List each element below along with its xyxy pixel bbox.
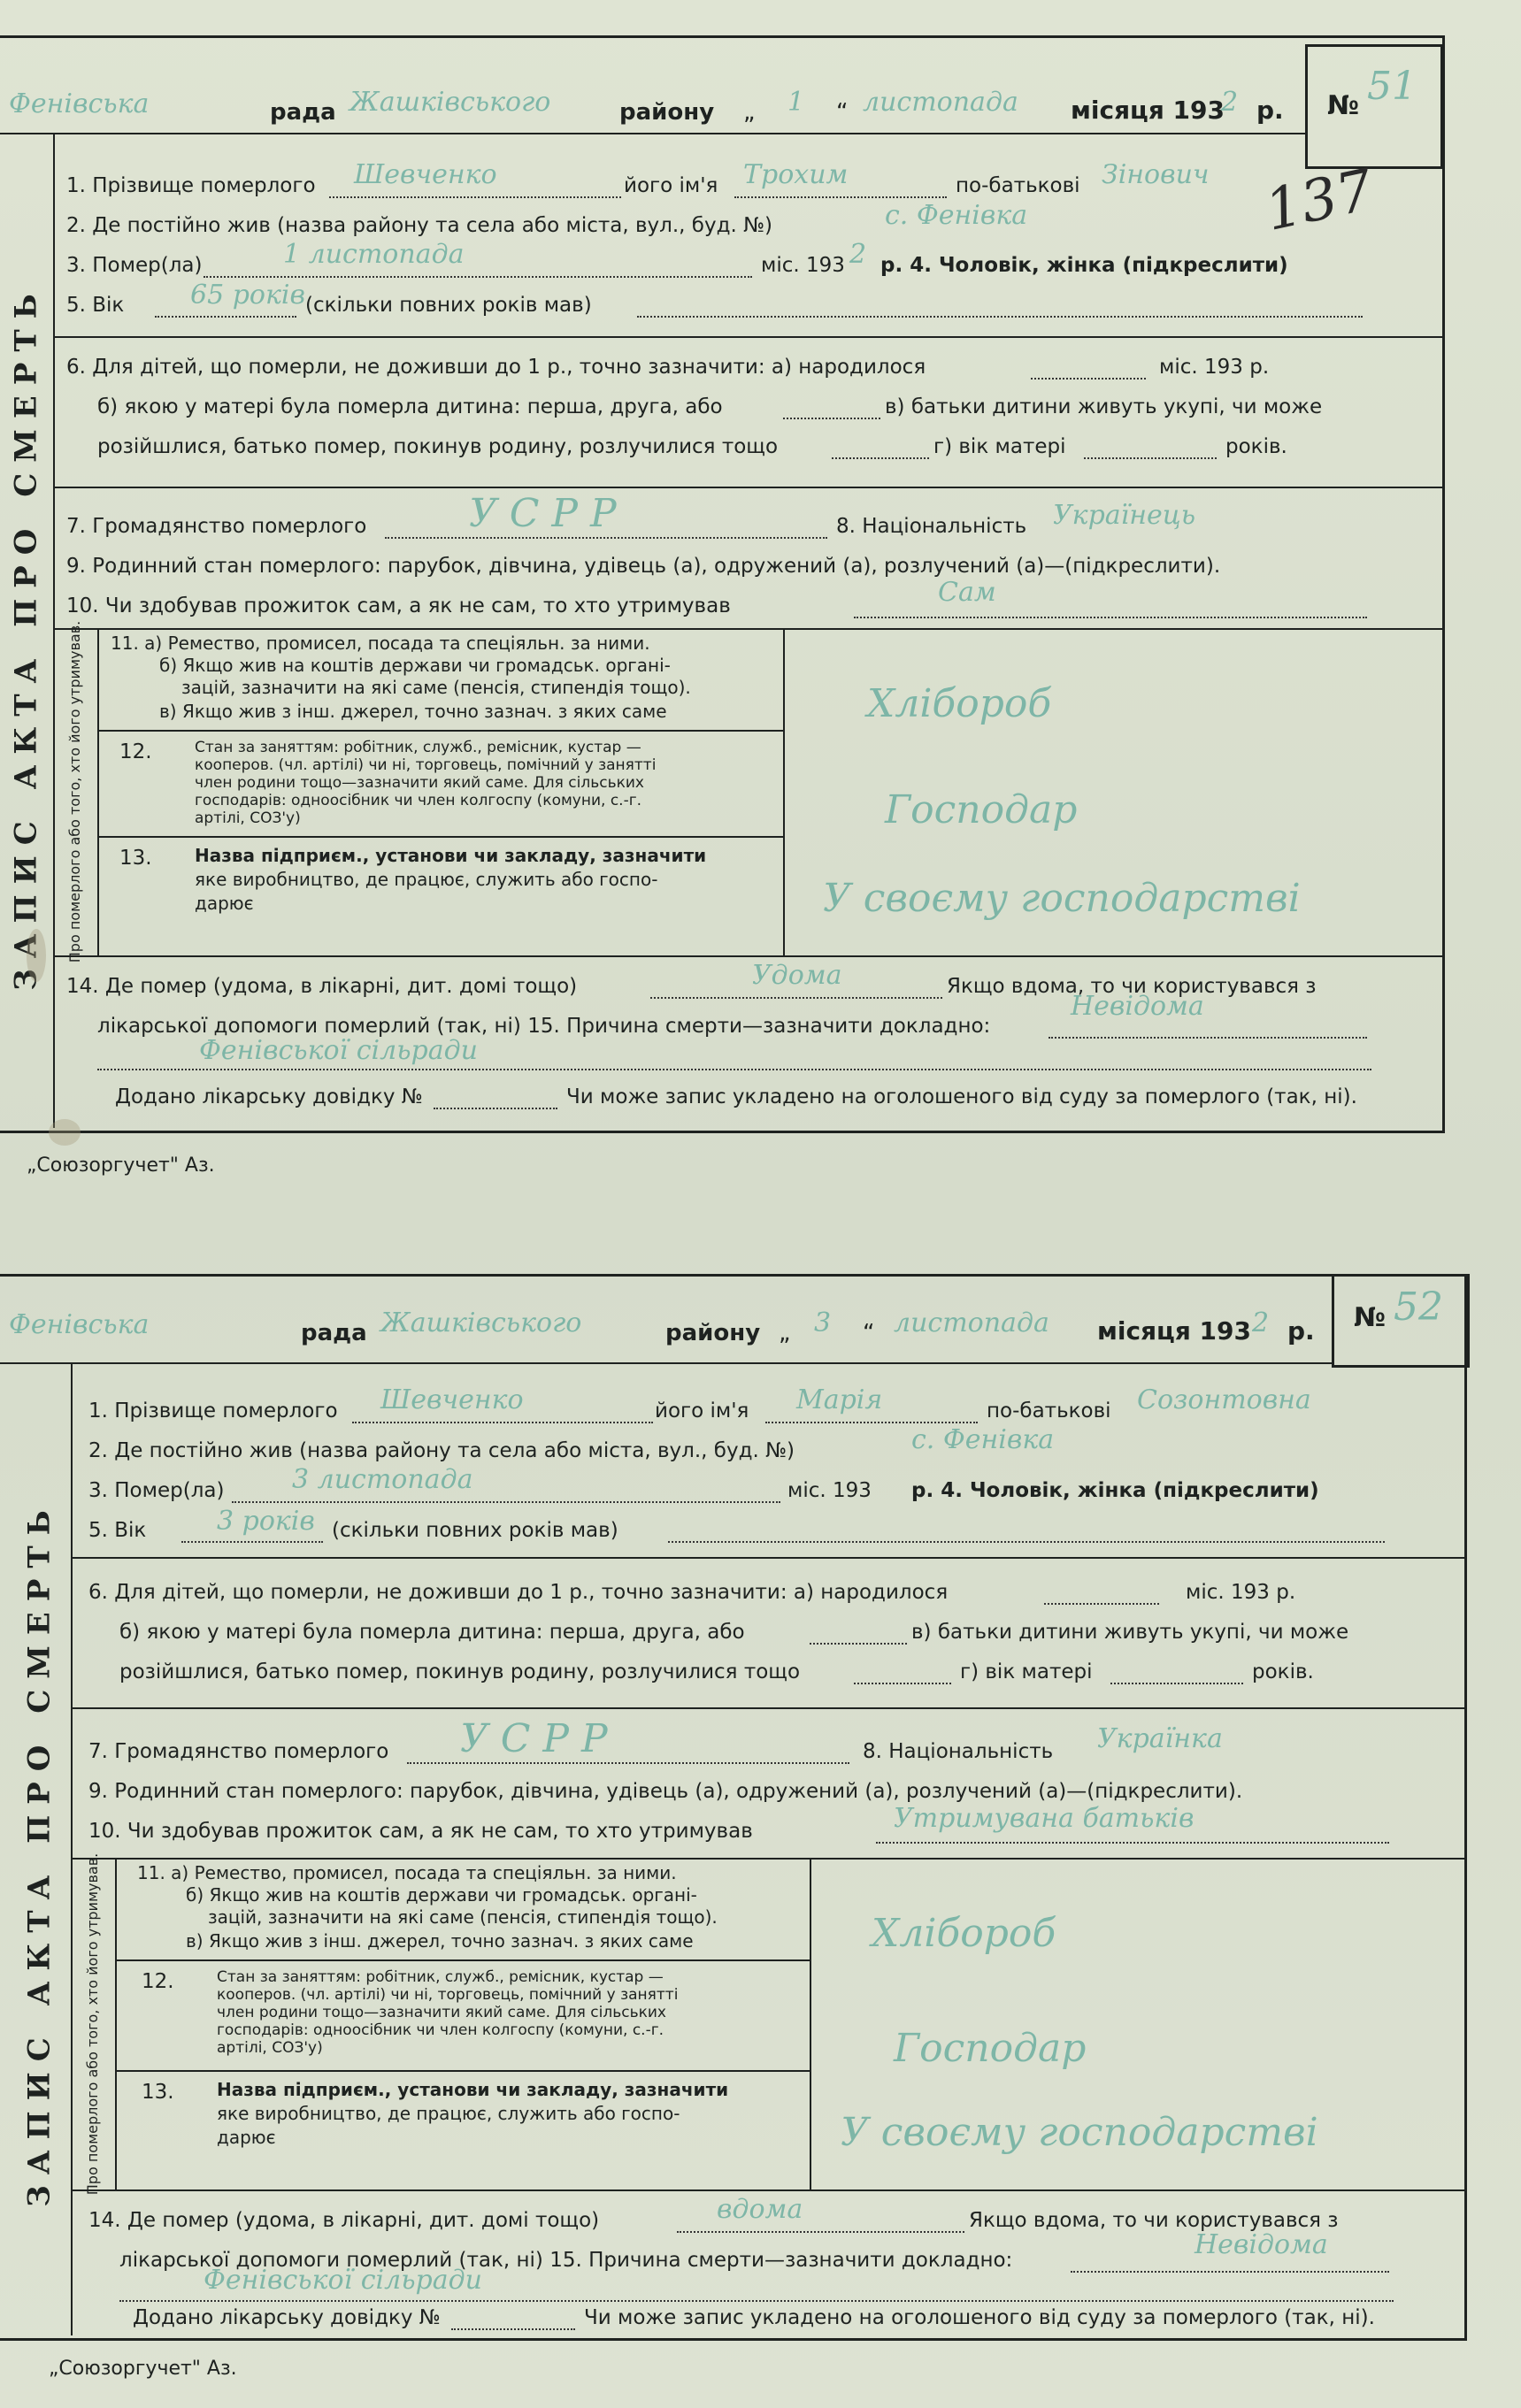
field-sex-label: р. 4. Чоловік, жінка (підкреслити) <box>880 254 1288 277</box>
field-mother-age-unit: років. <box>1225 435 1287 458</box>
side-divider <box>53 133 55 1128</box>
field-parents-label: в) батьки дитини живуть укупі, чи може <box>911 1621 1349 1644</box>
field-residence-label: 2. Де постійно жив (назва району та села або міста, вул., буд. №) <box>66 214 772 237</box>
day-value: 1 <box>787 87 805 118</box>
field-workplace-l3: дарює <box>217 2127 276 2148</box>
field-died-value: 1 листопада <box>283 239 465 270</box>
paper-stain <box>27 929 46 982</box>
occupation-group-label: Про померлого або того, хто його утримував. <box>66 620 83 963</box>
field-age-note: (скільки повних років мав) <box>305 294 592 317</box>
field-cause-value: Невідома <box>1195 2229 1328 2260</box>
field-occupation-status-num: 12. <box>142 1970 174 1993</box>
field-workplace-l3: дарює <box>195 893 254 914</box>
field-citizenship-value: У С Р Р <box>469 491 617 536</box>
district-label: району <box>665 1320 761 1346</box>
field-occupation-status-l1: Стан за заняттям: робітник, служб., ремісник, кустар — <box>195 739 641 756</box>
year-value: 2 <box>1252 1308 1270 1338</box>
field-workplace-l2: яке виробництво, де працює, служить або госпо- <box>195 869 658 890</box>
field-court-record-label: Чи може запис укладено на оголошеного від суду за померлого (так, ні). <box>584 2306 1375 2329</box>
field-nationality-value: Українець <box>1053 500 1196 531</box>
field-nationality-value: Українка <box>1097 1723 1223 1754</box>
field-death-place-label: 14. Де помер (удома, в лікарні, дит. домі тощо) <box>66 975 578 998</box>
field-occupation-status-l5: артілі, СОЗ'у) <box>195 809 301 827</box>
field-died-month-label: міс. 193 <box>761 254 845 277</box>
pen-marks: 137 <box>1259 157 1379 244</box>
field-patronymic-label: по-батькові <box>987 1400 1111 1423</box>
field-died-label: 3. Помер(ла) <box>66 254 203 277</box>
field-occupation-status-l3: член родини тощо—зазначити який саме. Для сільських <box>217 2004 666 2021</box>
field-birth-order-label: б) якою у матері була померла дитина: перша, друга, або <box>97 395 723 418</box>
district-value: Жашківського <box>380 1308 582 1338</box>
paper-stain <box>49 1119 81 1146</box>
field-occupation-status-l3: член родини тощо—зазначити який саме. Для сільських <box>195 774 644 792</box>
field-state-support-2: зацій, зазначити на які саме (пенсія, стипендія тощо). <box>181 677 691 698</box>
field-occupation-status-value: Господар <box>885 787 1078 832</box>
month-label: місяця 193 <box>1097 1316 1251 1346</box>
field-trade-label: 11. а) Ремество, промисел, посада та спеціяльн. за ними. <box>137 1862 677 1883</box>
field-name-value: Марія <box>796 1384 883 1415</box>
field-medical-help-label: Якщо вдома, то чи користувався з <box>969 2209 1339 2232</box>
printer-mark: „Союзоргучет" Аз. <box>27 1154 215 1177</box>
field-citizenship-value: У С Р Р <box>460 1716 608 1761</box>
field-sex-label: р. 4. Чоловік, жінка (підкреслити) <box>911 1479 1319 1502</box>
field-trade-label: 11. а) Ремество, промисел, посада та спеціяльн. за ними. <box>111 633 650 654</box>
day-value: 3 <box>814 1308 832 1338</box>
occupation-group-label: Про померлого або того, хто його утримував. <box>84 1852 101 2195</box>
field-workplace-num: 13. <box>119 847 152 870</box>
field-patronymic-value: Зінович <box>1102 159 1210 190</box>
field-patronymic-value: Созонтовна <box>1137 1384 1311 1415</box>
month-label: місяця 193 <box>1071 96 1225 125</box>
field-nationality-label: 8. Національність <box>836 515 1027 538</box>
district-value: Жашківського <box>350 87 551 118</box>
field-medical-help-label: Якщо вдома, то чи користувався з <box>947 975 1317 998</box>
field-name-label: його ім'я <box>624 174 718 197</box>
field-state-support-1: б) Якщо жив на коштів держави чи громадськ. органі- <box>159 655 671 676</box>
field-death-place-value: Удома <box>752 960 842 991</box>
field-other-sources: в) Якщо жив з інш. джерел, точно зазнач. з яких саме <box>186 1930 694 1952</box>
field-occupation-status-l4: господарів: одноосібник чи член колгоспу (комуни, с.-г. <box>195 792 642 809</box>
field-court-record-label: Чи може запис укладено на оголошеного від суду за померлого (так, ні). <box>566 1085 1357 1108</box>
field-surname-value: Шевченко <box>354 159 497 190</box>
field-death-place-label: 14. Де помер (удома, в лікарні, дит. домі тощо) <box>88 2209 600 2232</box>
field-infant-month: міс. 193 р. <box>1186 1581 1296 1604</box>
field-state-support-2: зацій, зазначити на які саме (пенсія, стипендія тощо). <box>208 1906 718 1928</box>
field-died-year-value: 2 <box>849 239 867 270</box>
district-label: району <box>619 99 715 126</box>
field-infant-label: 6. Для дітей, що померли, не доживши до 1 р., точно зазначити: а) народилося <box>66 356 926 379</box>
field-residence-label: 2. Де постійно жив (назва району та села або міста, вул., буд. №) <box>88 1439 795 1462</box>
side-title: ЗАПИС АКТА ПРО СМЕРТЬ <box>9 283 45 991</box>
field-mother-age-label: г) вік матері <box>933 435 1066 458</box>
field-workplace-l1: Назва підприєм., установи чи закладу, зазначити <box>195 845 707 866</box>
field-occupation-status-l2: кооперов. (чл. артілі) чи ні, торговець, помічний у занятті <box>195 756 657 774</box>
field-support-label: 10. Чи здобував прожиток сам, а як не сам, то хто утримував <box>66 594 731 617</box>
field-trade-value: Хлібороб <box>872 1911 1056 1956</box>
field-name-value: Трохим <box>743 159 849 190</box>
field-parents-label: в) батьки дитини живуть укупі, чи може <box>885 395 1323 418</box>
field-surname-value: Шевченко <box>380 1384 524 1415</box>
field-surname-label: 1. Прізвище померлого <box>88 1400 338 1423</box>
field-died-value: 3 листопада <box>292 1464 473 1495</box>
field-support-value: Сам <box>938 577 996 608</box>
field-cause-extra: Фенівської сільради <box>204 2265 482 2296</box>
field-occupation-status-num: 12. <box>119 740 152 763</box>
record-number-value: 51 <box>1367 64 1417 109</box>
field-age-label: 5. Вік <box>88 1519 147 1542</box>
field-mother-age-label: г) вік матері <box>960 1660 1093 1683</box>
death-record-form-2: № 52 Фенівська рада Жашківського району „ 3 “ листопада місяця 193 2 р. ЗАПИС АКТА ПРО СМЕРТЬ 1. Прізвище померлого Шевченко його ім'я Марія по-батькові Созонтовна 2. Де постійно жив (назва району та села або міста, вул., буд. №) с. Фенівка 3. Помер(ла) 3 листопада міс. 193 р. 4. Чоловік, жінка (підкреслити) 5. Вік 3 років (скільки повних років мав) 6. Для дітей, що померли, не доживши до 1 р., точно зазначити: а) народилося міс. 193 р. б) якою у матері була померла дитина: перша, друга, або в) батьки дитини живуть укупі, чи може розійшлися, батько помер, покинув родину, розлучилися тощо г) вік матері років. 7. Громадянство померлого У С Р Р 8. Національність Українка 9. Родинний стан померлого: парубок, дівчина, удівець (а), одружений (а), розлучений (а)—(підкреслити). 10. Чи здобував прожиток сам, а як не сам, то хто утримував Утримувана батьків Про померлого або того, хто його утримував. 11. а) Ремество, промисел, посада та спеціяльн. за ними. б) Якщо жив на коштів держави чи громадськ. органі- зацій, зазначити на які саме (пенсія, стипендія тощо). в) Якщо жив з інш. джерел, точно зазнач. з яких саме Хлібороб 12. Стан за заняттям: робітник, служб., ремісник, кустар — кооперов. (чл. артілі) чи ні, торговець, помічний у занятті член родини тощо—зазначити який саме. Для сільських господарів: одноосібник чи член колгоспу (комуни, с.-г. артілі, СОЗ'у) Господар 13. Назва підприєм., установи чи закладу, зазначити яке виробництво, де працює, служить або госпо- дарює У своєму господарстві 14. Де помер (удома, в лікарні, дит. домі тощо) вдома Якщо вдома, то чи користувався з лікарської допомоги померлий (так, ні) 15. Причина смерти—зазначити докладно: Невідома Фенівської сільради Додано лікарську довідку № Чи може запис укладено на оголошеного від суду за померлого (так, ні). „Союзоргучет" Аз. <box>0 1274 1521 2380</box>
council-value: Фенівська <box>9 88 150 119</box>
field-support-label: 10. Чи здобував прожиток сам, а як не сам, то хто утримував <box>88 1820 753 1843</box>
field-name-label: його ім'я <box>655 1400 749 1423</box>
field-trade-value: Хлібороб <box>867 681 1052 726</box>
field-residence-value: с. Фенівка <box>911 1424 1055 1455</box>
field-cause-label: лікарської допомоги померлий (так, ні) 15. Причина смерти—зазначити докладно: <box>119 2249 1013 2272</box>
field-surname-label: 1. Прізвище померлого <box>66 174 316 197</box>
field-other-sources: в) Якщо жив з інш. джерел, точно зазнач. з яких саме <box>159 701 667 722</box>
field-support-value: Утримувана батьків <box>894 1803 1195 1834</box>
field-parents-status: розійшлися, батько помер, покинув родину, розлучилися тощо <box>119 1660 801 1683</box>
field-age-value: 3 років <box>217 1506 315 1537</box>
field-workplace-value: У своєму господарстві <box>823 876 1301 921</box>
field-age-value: 65 років <box>190 280 305 311</box>
field-residence-value: с. Фенівка <box>885 200 1028 231</box>
record-number-value: 52 <box>1394 1285 1443 1330</box>
field-occupation-status-l4: господарів: одноосібник чи член колгоспу (комуни, с.-г. <box>217 2021 664 2039</box>
field-medical-cert-label: Додано лікарську довідку № <box>115 1085 423 1108</box>
field-citizenship-label: 7. Громадянство померлого <box>88 1740 389 1763</box>
council-label: рада <box>270 99 336 126</box>
field-occupation-status-value: Господар <box>894 2026 1087 2071</box>
field-parents-status: розійшлися, батько помер, покинув родину, розлучилися тощо <box>97 435 779 458</box>
death-record-form-1: № 51 137 Фенівська рада Жашківського району „ 1 “ листопада місяця 193 2 р. ЗАПИС АКТА ПРО СМЕРТЬ 1. Прізвище померлого Шевченко його ім'я Трохим по-батькові Зінович 2. Де постійно жив (назва району та села або міста, вул., буд. №) с. Фенівка 3. Помер(ла) 1 листопада міс. 193 2 р. 4. Чоловік, жінка (підкреслити) 5. Вік 65 років (скільки повних років мав) 6. Для дітей, що померли, не доживши до 1 р., точно зазначити: а) народилося міс. 193 р. б) якою у матері була померла дитина: перша, друга, або в) батьки дитини живуть укупі, чи може розійшлися, батько помер, покинув родину, розлучилися тощо г) вік матері років. 7. Громадянство померлого У С Р Р 8. Національність Українець 9. Родинний стан померлого: парубок, дівчина, удівець (а), одружений (а), розлучений (а)—(підкреслити). 10. Чи здобував прожиток сам, а як не сам, то хто утримував Сам Про померлого або того, хто його утримував. 11. а) Ремество, промисел, посада та спеціяльн. за ними. б) Якщо жив на коштів держави чи громадськ. органі- зацій, зазначити на які саме (пенсія, стипендія тощо). в) Якщо жив з інш. джерел, точно зазнач. з яких саме Хлібороб 12. Стан за заняттям: робітник, служб., ремісник, кустар — кооперов. (чл. артілі) чи ні, торговець, помічний у занятті член родини тощо—зазначити який саме. Для сільських господарів: одноосібник чи член колгоспу (комуни, с.-г. артілі, СОЗ'у) Господар 13. Назва підприєм., установи чи закладу, зазначити яке виробництво, де працює, служить або госпо- дарює У своєму господарстві 14. Де помер (удома, в лікарні, дит. домі тощо) Удома Якщо вдома, то чи користувався з лікарської допомоги померлий (так, ні) 15. Причина смерти—зазначити докладно: Невідома Фенівської сільради Додано лікарську довідку № Чи може запис укладено на оголошеного від суду за померлого (так, ні). „Союзоргучет" Аз. <box>0 35 1521 1177</box>
field-workplace-l2: яке виробництво, де працює, служить або госпо- <box>217 2103 680 2124</box>
field-mother-age-unit: років. <box>1252 1660 1314 1683</box>
field-age-note: (скільки повних років мав) <box>332 1519 618 1542</box>
field-died-label: 3. Помер(ла) <box>88 1479 225 1502</box>
field-patronymic-label: по-батькові <box>956 174 1080 197</box>
field-workplace-value: У своєму господарстві <box>841 2110 1318 2155</box>
field-workplace-num: 13. <box>142 2081 174 2104</box>
field-medical-cert-label: Додано лікарську довідку № <box>133 2306 441 2329</box>
field-occupation-status-l5: артілі, СОЗ'у) <box>217 2039 323 2057</box>
month-value: листопада <box>863 87 1018 118</box>
year-value: 2 <box>1221 87 1239 118</box>
record-number-label: № <box>1327 90 1360 121</box>
month-value: листопада <box>894 1308 1049 1338</box>
field-died-month-label: міс. 193 <box>787 1479 872 1502</box>
year-suffix: р. <box>1256 96 1284 125</box>
form-frame <box>0 35 1445 1133</box>
field-citizenship-label: 7. Громадянство померлого <box>66 515 367 538</box>
field-cause-label: лікарської допомоги померлий (так, ні) 15. Причина смерти—зазначити докладно: <box>97 1015 991 1038</box>
field-death-place-value: вдома <box>717 2194 803 2225</box>
council-value: Фенівська <box>9 1309 150 1340</box>
field-marital-label: 9. Родинний стан померлого: парубок, дівчина, удівець (а), одружений (а), розлучений (а)—(підкреслити). <box>88 1780 1243 1803</box>
field-infant-label: 6. Для дітей, що померли, не доживши до 1 р., точно зазначити: а) народилося <box>88 1581 949 1604</box>
printer-mark: „Союзоргучет" Аз. <box>49 2358 237 2380</box>
field-age-label: 5. Вік <box>66 294 125 317</box>
field-occupation-status-l2: кооперов. (чл. артілі) чи ні, торговець, помічний у занятті <box>217 1986 679 2004</box>
field-infant-month: міс. 193 р. <box>1159 356 1270 379</box>
form-frame <box>0 1274 1467 2341</box>
record-number-label: № <box>1354 1302 1387 1333</box>
side-title: ЗАПИС АКТА ПРО СМЕРТЬ <box>22 1499 58 2207</box>
field-cause-value: Невідома <box>1071 991 1204 1022</box>
field-state-support-1: б) Якщо жив на коштів держави чи громадськ. органі- <box>186 1884 697 1906</box>
field-occupation-status-l1: Стан за заняттям: робітник, служб., ремісник, кустар — <box>217 1968 664 1986</box>
field-workplace-l1: Назва підприєм., установи чи закладу, зазначити <box>217 2079 729 2100</box>
header-divider <box>0 133 1305 134</box>
field-nationality-label: 8. Національність <box>863 1740 1054 1763</box>
council-label: рада <box>301 1320 367 1346</box>
year-suffix: р. <box>1287 1316 1315 1346</box>
field-cause-extra: Фенівської сільради <box>199 1035 478 1066</box>
field-marital-label: 9. Родинний стан померлого: парубок, дівчина, удівець (а), одружений (а), розлучений (а)—(підкреслити). <box>66 555 1221 578</box>
field-birth-order-label: б) якою у матері була померла дитина: перша, друга, або <box>119 1621 745 1644</box>
